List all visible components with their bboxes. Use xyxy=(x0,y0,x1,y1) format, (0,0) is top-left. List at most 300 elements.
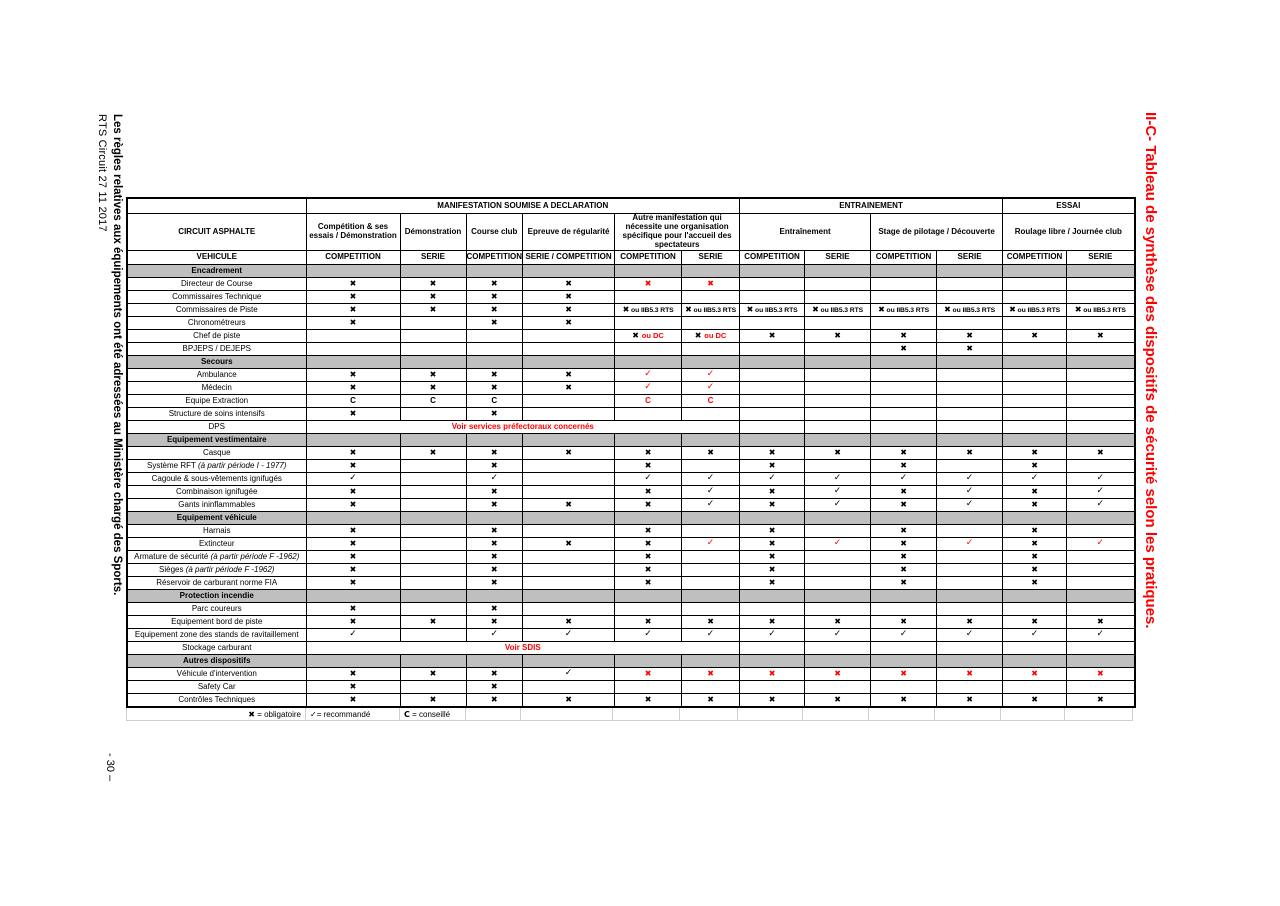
obligatoire-mark: ✖ xyxy=(707,278,714,288)
requirement-cell xyxy=(1067,473,1135,486)
obligatoire-mark: ✖ xyxy=(966,343,973,353)
recommande-mark: ✓ xyxy=(706,486,715,497)
obligatoire-mark: ✖ xyxy=(966,616,973,626)
cell-text: C xyxy=(491,395,498,405)
recommande-mark: ✓ xyxy=(349,473,357,484)
requirement-cell xyxy=(805,499,871,512)
requirement-cell xyxy=(1003,421,1067,434)
obligatoire-mark: ✖ xyxy=(565,499,572,509)
requirement-cell xyxy=(615,694,682,708)
requirement-cell xyxy=(306,447,400,460)
requirement-cell xyxy=(740,330,805,343)
requirement-cell xyxy=(871,681,937,694)
requirement-cell xyxy=(871,291,937,304)
requirement-cell xyxy=(466,603,523,616)
requirement-cell xyxy=(615,499,682,512)
section-cell xyxy=(466,590,523,603)
obligatoire-mark: ✖ xyxy=(429,369,437,379)
obligatoire-mark: ✖ xyxy=(429,616,437,626)
requirement-cell xyxy=(937,304,1003,317)
requirement-cell xyxy=(466,525,523,538)
legend-empty-cell xyxy=(521,708,613,721)
legend-item: ✖ = obligatoire xyxy=(127,708,306,721)
obligatoire-mark: ✖ xyxy=(834,668,841,678)
requirement-cell xyxy=(615,564,682,577)
obligatoire-mark: ✖ xyxy=(944,304,951,314)
requirement-cell xyxy=(937,330,1003,343)
obligatoire-mark: ✖ xyxy=(900,486,907,496)
obligatoire-mark: ✖ xyxy=(900,447,907,457)
legend-empty-cell xyxy=(738,708,803,721)
requirement-cell xyxy=(523,564,615,577)
requirement-cell xyxy=(740,369,805,382)
obligatoire-mark: ✖ xyxy=(900,343,907,353)
table-header-row xyxy=(127,198,1135,214)
requirement-cell xyxy=(937,343,1003,356)
requirement-cell xyxy=(682,499,740,512)
requirement-cell xyxy=(682,291,740,304)
table-row xyxy=(127,629,1135,642)
legend-empty-cell xyxy=(680,708,738,721)
requirement-cell xyxy=(306,473,400,486)
requirement-cell xyxy=(937,642,1003,655)
section-cell xyxy=(1003,655,1067,668)
recommande-mark: ✓ xyxy=(965,538,974,549)
requirement-cell xyxy=(740,421,805,434)
section-cell xyxy=(682,356,740,369)
requirement-cell xyxy=(1067,668,1135,681)
obligatoire-mark: ✖ xyxy=(565,382,572,392)
requirement-cell xyxy=(937,694,1003,708)
obligatoire-mark: ✖ xyxy=(565,369,572,379)
requirement-cell xyxy=(1003,642,1067,655)
requirement-cell xyxy=(400,694,466,708)
obligatoire-mark: ✖ xyxy=(1031,694,1038,704)
requirement-cell xyxy=(1067,382,1135,395)
section-row xyxy=(127,434,1135,447)
obligatoire-mark: ✖ xyxy=(900,668,907,678)
requirement-cell xyxy=(306,317,400,330)
requirement-cell xyxy=(1003,525,1067,538)
activity-header: Course club xyxy=(466,214,523,251)
obligatoire-mark: ✖ xyxy=(349,668,357,678)
obligatoire-mark: ✖ xyxy=(768,668,776,678)
section-cell xyxy=(615,434,682,447)
obligatoire-mark: ✖ xyxy=(768,525,776,535)
requirement-cell xyxy=(682,304,740,317)
section-cell xyxy=(466,265,523,278)
requirement-cell xyxy=(400,460,466,473)
obligatoire-mark: ✖ xyxy=(1031,525,1038,535)
table-row xyxy=(127,278,1135,291)
requirement-cell xyxy=(871,408,937,421)
requirement-cell xyxy=(615,369,682,382)
requirement-cell xyxy=(1067,538,1135,551)
section-cell xyxy=(682,655,740,668)
obligatoire-mark: ✖ xyxy=(1031,577,1038,587)
obligatoire-mark: ✖ xyxy=(1031,564,1038,574)
requirement-cell xyxy=(523,291,615,304)
requirement-cell xyxy=(740,603,805,616)
requirement-cell xyxy=(1003,486,1067,499)
requirement-cell xyxy=(871,694,937,708)
requirement-cell xyxy=(805,369,871,382)
requirement-cell xyxy=(1067,486,1135,499)
legend xyxy=(126,708,1133,721)
obligatoire-mark: ✖ xyxy=(490,681,498,691)
requirement-cell xyxy=(466,369,523,382)
requirement-cell xyxy=(466,460,523,473)
section-cell xyxy=(1003,590,1067,603)
obligatoire-mark: ✖ xyxy=(1096,668,1104,678)
requirement-cell xyxy=(740,395,805,408)
requirement-cell xyxy=(466,694,523,708)
section-cell xyxy=(306,655,400,668)
requirement-cell xyxy=(523,603,615,616)
requirement-cell xyxy=(466,499,523,512)
requirement-cell xyxy=(805,382,871,395)
row-label-note: (à partir période F -1962) xyxy=(210,551,300,561)
obligatoire-mark: ✖ xyxy=(707,694,714,704)
section-cell xyxy=(740,590,805,603)
section-cell xyxy=(937,434,1003,447)
requirement-cell xyxy=(1003,681,1067,694)
requirement-cell xyxy=(937,668,1003,681)
requirement-cell xyxy=(871,421,937,434)
cell-text: C xyxy=(645,395,651,405)
recommande-mark: ✓ xyxy=(1096,473,1105,484)
requirement-cell xyxy=(615,408,682,421)
obligatoire-mark: ✖ xyxy=(349,291,357,301)
obligatoire-mark: ✖ xyxy=(900,499,907,509)
requirement-cell xyxy=(1067,304,1135,317)
requirement-cell xyxy=(937,291,1003,304)
section-cell xyxy=(615,265,682,278)
recommande-mark: ✓ xyxy=(644,369,652,380)
obligatoire-mark: ✖ xyxy=(746,304,754,314)
legend-row xyxy=(127,708,1133,721)
requirement-cell xyxy=(1003,330,1067,343)
obligatoire-mark: ✖ xyxy=(490,616,498,626)
row-label: Sièges (à partir période F -1962) xyxy=(127,564,306,577)
activity-header: Stage de pilotage / Découverte xyxy=(871,214,1003,251)
row-label: Safety Car xyxy=(127,681,306,694)
requirement-cell xyxy=(306,369,400,382)
requirement-cell xyxy=(400,447,466,460)
obligatoire-mark: ✖ xyxy=(490,577,498,587)
requirement-cell xyxy=(466,278,523,291)
section-cell xyxy=(615,655,682,668)
requirement-cell xyxy=(400,681,466,694)
section-cell xyxy=(615,590,682,603)
section-cell xyxy=(740,434,805,447)
legend-symbol: ✖ xyxy=(248,709,255,719)
row-label: Système RFT (à partir période I - 1977) xyxy=(127,460,306,473)
requirement-cell xyxy=(1003,408,1067,421)
requirement-cell xyxy=(523,447,615,460)
requirement-cell xyxy=(871,317,937,330)
obligatoire-mark: ✖ xyxy=(490,486,498,496)
requirement-cell xyxy=(937,577,1003,590)
cell-text: ou IIB5.3 RTS xyxy=(691,306,737,314)
recommande-mark: ✓ xyxy=(833,499,842,510)
class-header: SERIE / COMPETITION xyxy=(523,251,615,265)
table-row xyxy=(127,330,1135,343)
obligatoire-mark: ✖ xyxy=(349,538,357,548)
requirement-cell xyxy=(1003,668,1067,681)
section-cell xyxy=(1003,434,1067,447)
requirement-cell xyxy=(682,408,740,421)
section-cell xyxy=(466,356,523,369)
requirement-cell xyxy=(466,668,523,681)
requirement-cell xyxy=(871,629,937,642)
requirement-cell xyxy=(523,577,615,590)
obligatoire-mark: ✖ xyxy=(490,668,498,678)
obligatoire-mark: ✖ xyxy=(707,668,714,678)
obligatoire-mark: ✖ xyxy=(490,525,498,535)
requirement-cell xyxy=(400,408,466,421)
table-row xyxy=(127,694,1135,708)
activity-header: Entraînement xyxy=(740,214,871,251)
table-row xyxy=(127,473,1135,486)
obligatoire-mark: ✖ xyxy=(490,564,498,574)
obligatoire-mark: ✖ xyxy=(565,291,572,301)
requirement-cell xyxy=(740,694,805,708)
class-header: COMPETITION xyxy=(740,251,805,265)
table-row xyxy=(127,421,1135,434)
obligatoire-mark: ✖ xyxy=(349,486,357,496)
requirement-cell xyxy=(523,343,615,356)
obligatoire-mark: ✖ xyxy=(429,291,437,301)
obligatoire-mark: ✖ xyxy=(349,564,357,574)
obligatoire-mark: ✖ xyxy=(490,694,498,704)
table-row xyxy=(127,343,1135,356)
cell-text: ou IIB5.3 RTS xyxy=(818,306,864,314)
requirement-cell xyxy=(400,499,466,512)
requirement-cell xyxy=(400,538,466,551)
requirement-cell xyxy=(523,382,615,395)
section-title: Secours xyxy=(127,356,306,369)
table-title: II-C- Tableau de synthèse des dispositifs de sécurité selon les pratiques. xyxy=(1142,112,1159,629)
safety-requirements-table-wrap xyxy=(126,197,1136,721)
obligatoire-mark: ✖ xyxy=(632,330,642,340)
section-cell xyxy=(740,265,805,278)
requirement-cell xyxy=(306,408,400,421)
requirement-cell xyxy=(871,668,937,681)
requirement-cell xyxy=(937,525,1003,538)
requirement-cell xyxy=(400,473,466,486)
obligatoire-mark: ✖ xyxy=(490,278,498,288)
requirement-cell xyxy=(1003,473,1067,486)
requirement-cell xyxy=(1003,343,1067,356)
requirement-cell xyxy=(871,616,937,629)
row-label: Véhicule d'intervention xyxy=(127,668,306,681)
requirement-cell xyxy=(306,629,400,642)
requirement-cell xyxy=(682,317,740,330)
requirement-cell xyxy=(1003,603,1067,616)
section-cell xyxy=(1003,265,1067,278)
requirement-cell xyxy=(805,343,871,356)
obligatoire-mark: ✖ xyxy=(768,577,776,587)
requirement-cell xyxy=(1067,603,1135,616)
requirement-cell xyxy=(523,551,615,564)
obligatoire-mark: ✖ xyxy=(644,551,652,561)
requirement-cell xyxy=(400,304,466,317)
requirement-cell xyxy=(937,278,1003,291)
section-cell xyxy=(1067,356,1135,369)
class-header: SERIE xyxy=(682,251,740,265)
table-row xyxy=(127,460,1135,473)
row-label: Gants ininflammables xyxy=(127,499,306,512)
row-label: Ambulance xyxy=(127,369,306,382)
table-row xyxy=(127,486,1135,499)
section-cell xyxy=(682,512,740,525)
requirement-cell xyxy=(466,486,523,499)
class-header: COMPETITION xyxy=(615,251,682,265)
group-header: MANIFESTATION SOUMISE A DECLARATION xyxy=(306,198,740,214)
section-cell xyxy=(306,434,400,447)
requirement-cell xyxy=(523,616,615,629)
requirement-cell xyxy=(1067,525,1135,538)
cell-text: C xyxy=(430,395,436,405)
requirement-cell xyxy=(615,538,682,551)
class-header: COMPETITION xyxy=(466,251,523,265)
requirement-cell xyxy=(523,408,615,421)
requirement-cell xyxy=(523,525,615,538)
obligatoire-mark: ✖ xyxy=(768,551,776,561)
requirement-cell xyxy=(523,304,615,317)
requirement-cell xyxy=(400,629,466,642)
obligatoire-mark: ✖ xyxy=(490,551,498,561)
section-cell xyxy=(400,434,466,447)
requirement-cell xyxy=(1003,382,1067,395)
requirement-cell xyxy=(740,616,805,629)
requirement-cell xyxy=(937,551,1003,564)
section-cell xyxy=(682,434,740,447)
requirement-cell xyxy=(682,564,740,577)
recommande-mark: ✓ xyxy=(965,486,974,497)
obligatoire-mark: ✖ xyxy=(349,694,357,704)
requirement-cell xyxy=(740,408,805,421)
row-label: Directeur de Course xyxy=(127,278,306,291)
section-cell xyxy=(937,512,1003,525)
obligatoire-mark: ✖ xyxy=(349,408,357,418)
obligatoire-mark: ✖ xyxy=(349,525,357,535)
requirement-cell xyxy=(871,278,937,291)
obligatoire-mark: ✖ xyxy=(490,499,498,509)
requirement-cell xyxy=(871,460,937,473)
requirement-cell xyxy=(682,616,740,629)
obligatoire-mark: ✖ xyxy=(1031,538,1038,548)
obligatoire-mark: ✖ xyxy=(565,317,572,327)
requirement-cell xyxy=(805,525,871,538)
requirement-cell xyxy=(740,538,805,551)
recommande-mark: ✓ xyxy=(768,629,776,640)
requirement-cell xyxy=(937,447,1003,460)
requirement-cell xyxy=(1067,616,1135,629)
recommande-mark: ✓ xyxy=(899,473,908,484)
obligatoire-mark: ✖ xyxy=(429,278,437,288)
requirement-cell xyxy=(937,681,1003,694)
requirement-cell xyxy=(740,577,805,590)
obligatoire-mark: ✖ xyxy=(768,447,776,457)
recommande-mark: ✓ xyxy=(706,538,715,549)
requirement-cell xyxy=(306,395,400,408)
section-cell xyxy=(937,655,1003,668)
requirement-cell xyxy=(306,616,400,629)
cell-text: ou DC xyxy=(704,330,727,340)
legend-empty-cell xyxy=(1065,708,1133,721)
requirement-cell xyxy=(937,460,1003,473)
obligatoire-mark: ✖ xyxy=(349,616,357,626)
recommande-mark: ✓ xyxy=(1030,629,1039,640)
requirement-cell xyxy=(400,278,466,291)
section-cell xyxy=(466,434,523,447)
requirement-cell xyxy=(1067,278,1135,291)
requirement-cell xyxy=(937,603,1003,616)
requirement-cell xyxy=(740,473,805,486)
obligatoire-mark: ✖ xyxy=(644,447,652,457)
requirement-cell xyxy=(740,460,805,473)
legend-item: C = conseillé xyxy=(400,708,466,721)
requirement-cell xyxy=(1067,642,1135,655)
obligatoire-mark: ✖ xyxy=(768,564,776,574)
obligatoire-mark: ✖ xyxy=(490,304,498,314)
requirement-cell xyxy=(937,408,1003,421)
requirement-cell xyxy=(466,564,523,577)
requirement-cell xyxy=(523,473,615,486)
requirement-cell xyxy=(937,473,1003,486)
row-label: Cagoule & sous-vêtements ignifugés xyxy=(127,473,306,486)
section-title: Equipement vestimentaire xyxy=(127,434,306,447)
requirement-cell xyxy=(871,330,937,343)
requirement-cell xyxy=(1003,317,1067,330)
requirement-cell xyxy=(1003,304,1067,317)
requirement-cell xyxy=(523,395,615,408)
row-label: Harnais xyxy=(127,525,306,538)
requirement-cell xyxy=(523,486,615,499)
table-row xyxy=(127,369,1135,382)
requirement-cell xyxy=(615,382,682,395)
requirement-cell xyxy=(937,369,1003,382)
row-label: Equipe Extraction xyxy=(127,395,306,408)
requirement-cell xyxy=(1003,564,1067,577)
section-cell xyxy=(306,356,400,369)
requirement-cell xyxy=(615,681,682,694)
obligatoire-mark: ✖ xyxy=(349,681,357,691)
obligatoire-mark: ✖ xyxy=(490,408,498,418)
requirement-cell xyxy=(400,317,466,330)
section-cell xyxy=(400,356,466,369)
requirement-cell xyxy=(400,291,466,304)
requirement-cell xyxy=(682,395,740,408)
requirement-cell xyxy=(937,486,1003,499)
requirement-cell xyxy=(615,395,682,408)
table-row xyxy=(127,317,1135,330)
group-header: ESSAI xyxy=(1003,198,1135,214)
obligatoire-mark: ✖ xyxy=(694,330,705,340)
requirement-cell xyxy=(1067,447,1135,460)
requirement-cell xyxy=(1067,421,1135,434)
section-cell xyxy=(682,265,740,278)
row-label: BPJEPS / DEJEPS xyxy=(127,343,306,356)
requirement-cell xyxy=(682,629,740,642)
row-label: Commissaires Technique xyxy=(127,291,306,304)
recommande-mark: ✓ xyxy=(1030,473,1039,484)
row-label: DPS xyxy=(127,421,306,434)
requirement-cell xyxy=(615,343,682,356)
obligatoire-mark: ✖ xyxy=(644,278,652,288)
